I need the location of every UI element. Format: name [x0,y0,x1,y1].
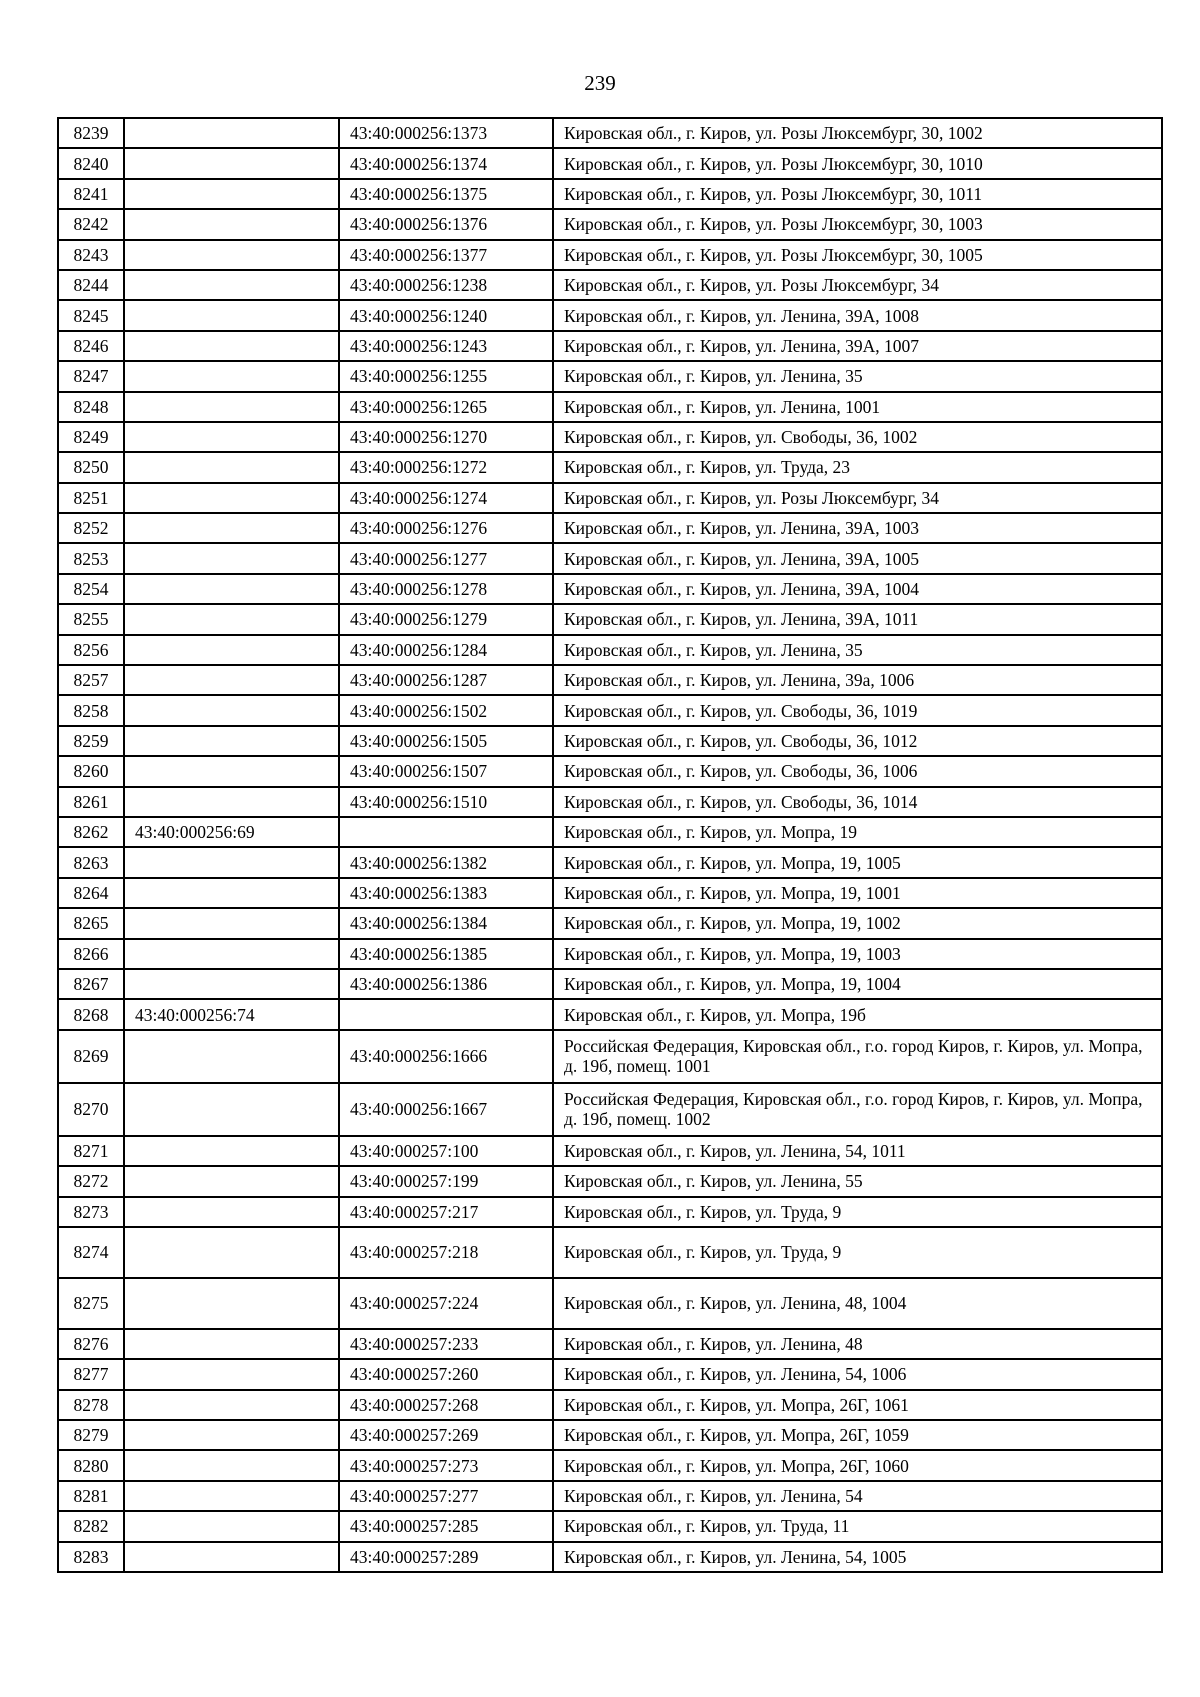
row-number-cell: 8279 [58,1420,124,1450]
land-cadastral-number-cell [124,969,339,999]
table-row [58,1197,1162,1227]
land-cadastral-number-cell [124,1030,339,1083]
row-number-cell: 8266 [58,939,124,969]
row-number-cell: 8251 [58,483,124,513]
row-number-cell: 8239 [58,118,124,148]
object-cadastral-number-cell: 43:40:000257:100 [339,1136,553,1166]
land-cadastral-number-cell [124,756,339,786]
object-cadastral-number-cell: 43:40:000257:289 [339,1542,553,1572]
land-cadastral-number-cell [124,209,339,239]
address-cell: Кировская обл., г. Киров, ул. Мопра, 19, 1001 [553,878,1162,908]
row-number-cell: 8268 [58,999,124,1029]
object-cadastral-number-cell: 43:40:000257:273 [339,1450,553,1480]
row-number-cell: 8276 [58,1329,124,1359]
object-cadastral-number-cell: 43:40:000256:1382 [339,847,553,877]
land-cadastral-number-cell [124,939,339,969]
object-cadastral-number-cell: 43:40:000256:1374 [339,148,553,178]
land-cadastral-number-cell [124,1481,339,1511]
table-row [58,878,1162,908]
object-cadastral-number-cell: 43:40:000256:1666 [339,1030,553,1083]
land-cadastral-number-cell [124,635,339,665]
row-number-cell: 8249 [58,422,124,452]
address-cell: Кировская обл., г. Киров, ул. Розы Люксембург, 30, 1010 [553,148,1162,178]
row-number-cell: 8271 [58,1136,124,1166]
land-cadastral-number-cell [124,1083,339,1136]
row-number-cell: 8281 [58,1481,124,1511]
address-cell: Кировская обл., г. Киров, ул. Труда, 9 [553,1197,1162,1227]
address-cell: Кировская обл., г. Киров, ул. Розы Люксембург, 30, 1003 [553,209,1162,239]
row-number-cell: 8269 [58,1030,124,1083]
table-row [58,635,1162,665]
land-cadastral-number-cell [124,361,339,391]
address-cell: Кировская обл., г. Киров, ул. Розы Люксембург, 34 [553,270,1162,300]
object-cadastral-number-cell: 43:40:000256:1238 [339,270,553,300]
land-cadastral-number-cell: 43:40:000256:69 [124,817,339,847]
registry-table-body [58,118,1162,1572]
land-cadastral-number-cell [124,1542,339,1572]
address-cell: Кировская обл., г. Киров, ул. Розы Люксембург, 30, 1011 [553,179,1162,209]
land-cadastral-number-cell [124,331,339,361]
land-cadastral-number-cell [124,483,339,513]
table-row [58,513,1162,543]
object-cadastral-number-cell: 43:40:000256:1279 [339,604,553,634]
land-cadastral-number-cell [124,1136,339,1166]
row-number-cell: 8260 [58,756,124,786]
row-number-cell: 8255 [58,604,124,634]
row-number-cell: 8244 [58,270,124,300]
row-number-cell: 8283 [58,1542,124,1572]
land-cadastral-number-cell [124,240,339,270]
object-cadastral-number-cell: 43:40:000256:1375 [339,179,553,209]
address-cell: Кировская обл., г. Киров, ул. Мопра, 19, 1005 [553,847,1162,877]
address-cell: Кировская обл., г. Киров, ул. Ленина, 39а, 1006 [553,665,1162,695]
land-cadastral-number-cell [124,1450,339,1480]
address-cell: Кировская обл., г. Киров, ул. Ленина, 55 [553,1166,1162,1196]
table-row [58,1511,1162,1541]
address-cell: Кировская обл., г. Киров, ул. Свободы, 36, 1014 [553,787,1162,817]
table-row [58,574,1162,604]
row-number-cell: 8263 [58,847,124,877]
address-cell: Кировская обл., г. Киров, ул. Свободы, 36, 1006 [553,756,1162,786]
table-row [58,179,1162,209]
address-cell: Кировская обл., г. Киров, ул. Ленина, 54, 1011 [553,1136,1162,1166]
address-cell: Кировская обл., г. Киров, ул. Свободы, 36, 1012 [553,726,1162,756]
land-cadastral-number-cell [124,422,339,452]
address-cell: Кировская обл., г. Киров, ул. Труда, 23 [553,452,1162,482]
object-cadastral-number-cell: 43:40:000256:1270 [339,422,553,452]
land-cadastral-number-cell [124,1197,339,1227]
row-number-cell: 8280 [58,1450,124,1480]
land-cadastral-number-cell [124,1329,339,1359]
table-row [58,148,1162,178]
object-cadastral-number-cell: 43:40:000257:285 [339,1511,553,1541]
object-cadastral-number-cell: 43:40:000257:277 [339,1481,553,1511]
land-cadastral-number-cell [124,300,339,330]
row-number-cell: 8258 [58,695,124,725]
object-cadastral-number-cell: 43:40:000256:1240 [339,300,553,330]
address-cell: Кировская обл., г. Киров, ул. Труда, 9 [553,1227,1162,1278]
row-number-cell: 8248 [58,392,124,422]
land-cadastral-number-cell [124,787,339,817]
address-cell: Кировская обл., г. Киров, ул. Мопра, 19, 1003 [553,939,1162,969]
object-cadastral-number-cell: 43:40:000256:1376 [339,209,553,239]
address-cell: Российская Федерация, Кировская обл., г.о. город Киров, г. Киров, ул. Мопра, д. 19б, помещ. 1001 [553,1030,1162,1083]
row-number-cell: 8240 [58,148,124,178]
table-row [58,1329,1162,1359]
table-row [58,1481,1162,1511]
land-cadastral-number-cell [124,1390,339,1420]
object-cadastral-number-cell: 43:40:000256:1277 [339,543,553,573]
table-row [58,1359,1162,1389]
address-cell: Кировская обл., г. Киров, ул. Мопра, 26Г, 1061 [553,1390,1162,1420]
land-cadastral-number-cell [124,118,339,148]
address-cell: Кировская обл., г. Киров, ул. Ленина, 1001 [553,392,1162,422]
table-row [58,331,1162,361]
land-cadastral-number-cell: 43:40:000256:74 [124,999,339,1029]
object-cadastral-number-cell: 43:40:000256:1255 [339,361,553,391]
object-cadastral-number-cell: 43:40:000257:260 [339,1359,553,1389]
table-row [58,665,1162,695]
table-row [58,452,1162,482]
object-cadastral-number-cell: 43:40:000256:1278 [339,574,553,604]
object-cadastral-number-cell: 43:40:000257:268 [339,1390,553,1420]
land-cadastral-number-cell [124,1420,339,1450]
address-cell: Кировская обл., г. Киров, ул. Свободы, 36, 1002 [553,422,1162,452]
object-cadastral-number-cell: 43:40:000256:1384 [339,908,553,938]
object-cadastral-number-cell: 43:40:000256:1373 [339,118,553,148]
table-row [58,392,1162,422]
object-cadastral-number-cell: 43:40:000256:1385 [339,939,553,969]
object-cadastral-number-cell: 43:40:000256:1505 [339,726,553,756]
table-row [58,1390,1162,1420]
land-cadastral-number-cell [124,179,339,209]
row-number-cell: 8262 [58,817,124,847]
object-cadastral-number-cell: 43:40:000257:224 [339,1278,553,1329]
table-row [58,908,1162,938]
row-number-cell: 8252 [58,513,124,543]
table-row [58,604,1162,634]
table-row [58,1083,1162,1136]
table-row [58,756,1162,786]
table-row [58,1278,1162,1329]
object-cadastral-number-cell: 43:40:000256:1383 [339,878,553,908]
object-cadastral-number-cell: 43:40:000257:269 [339,1420,553,1450]
row-number-cell: 8275 [58,1278,124,1329]
row-number-cell: 8273 [58,1197,124,1227]
table-row [58,1227,1162,1278]
land-cadastral-number-cell [124,148,339,178]
object-cadastral-number-cell: 43:40:000256:1276 [339,513,553,543]
object-cadastral-number-cell [339,999,553,1029]
row-number-cell: 8256 [58,635,124,665]
object-cadastral-number-cell: 43:40:000257:217 [339,1197,553,1227]
row-number-cell: 8270 [58,1083,124,1136]
row-number-cell: 8246 [58,331,124,361]
address-cell: Кировская обл., г. Киров, ул. Свободы, 36, 1019 [553,695,1162,725]
row-number-cell: 8241 [58,179,124,209]
table-row [58,240,1162,270]
land-cadastral-number-cell [124,878,339,908]
row-number-cell: 8261 [58,787,124,817]
address-cell: Кировская обл., г. Киров, ул. Ленина, 35 [553,635,1162,665]
table-row [58,695,1162,725]
table-row [58,422,1162,452]
row-number-cell: 8242 [58,209,124,239]
table-row [58,1420,1162,1450]
object-cadastral-number-cell: 43:40:000256:1386 [339,969,553,999]
registry-table [57,117,1163,1573]
address-cell: Кировская обл., г. Киров, ул. Труда, 11 [553,1511,1162,1541]
object-cadastral-number-cell: 43:40:000257:233 [339,1329,553,1359]
table-row [58,543,1162,573]
object-cadastral-number-cell: 43:40:000257:218 [339,1227,553,1278]
land-cadastral-number-cell [124,1227,339,1278]
object-cadastral-number-cell: 43:40:000256:1272 [339,452,553,482]
table-row [58,847,1162,877]
row-number-cell: 8245 [58,300,124,330]
object-cadastral-number-cell: 43:40:000256:1265 [339,392,553,422]
land-cadastral-number-cell [124,392,339,422]
object-cadastral-number-cell: 43:40:000256:1667 [339,1083,553,1136]
address-cell: Кировская обл., г. Киров, ул. Ленина, 54, 1006 [553,1359,1162,1389]
row-number-cell: 8274 [58,1227,124,1278]
row-number-cell: 8277 [58,1359,124,1389]
table-row [58,1030,1162,1083]
row-number-cell: 8278 [58,1390,124,1420]
address-cell: Кировская обл., г. Киров, ул. Ленина, 35 [553,361,1162,391]
row-number-cell: 8282 [58,1511,124,1541]
address-cell: Российская Федерация, Кировская обл., г.о. город Киров, г. Киров, ул. Мопра, д. 19б, помещ. 1002 [553,1083,1162,1136]
object-cadastral-number-cell: 43:40:000256:1284 [339,635,553,665]
table-row [58,209,1162,239]
address-cell: Кировская обл., г. Киров, ул. Ленина, 39А, 1004 [553,574,1162,604]
page-number: 239 [584,71,616,95]
land-cadastral-number-cell [124,726,339,756]
address-cell: Кировская обл., г. Киров, ул. Ленина, 39А, 1011 [553,604,1162,634]
address-cell: Кировская обл., г. Киров, ул. Ленина, 39А, 1003 [553,513,1162,543]
land-cadastral-number-cell [124,270,339,300]
table-row [58,1136,1162,1166]
table-row [58,483,1162,513]
address-cell: Кировская обл., г. Киров, ул. Ленина, 39А, 1007 [553,331,1162,361]
address-cell: Кировская обл., г. Киров, ул. Розы Люксембург, 30, 1002 [553,118,1162,148]
row-number-cell: 8265 [58,908,124,938]
land-cadastral-number-cell [124,513,339,543]
address-cell: Кировская обл., г. Киров, ул. Ленина, 54, 1005 [553,1542,1162,1572]
table-row [58,300,1162,330]
address-cell: Кировская обл., г. Киров, ул. Мопра, 19б [553,999,1162,1029]
object-cadastral-number-cell: 43:40:000256:1377 [339,240,553,270]
row-number-cell: 8264 [58,878,124,908]
row-number-cell: 8243 [58,240,124,270]
object-cadastral-number-cell: 43:40:000256:1274 [339,483,553,513]
address-cell: Кировская обл., г. Киров, ул. Мопра, 26Г, 1060 [553,1450,1162,1480]
address-cell: Кировская обл., г. Киров, ул. Ленина, 39А, 1005 [553,543,1162,573]
row-number-cell: 8254 [58,574,124,604]
object-cadastral-number-cell [339,817,553,847]
address-cell: Кировская обл., г. Киров, ул. Ленина, 48, 1004 [553,1278,1162,1329]
table-row [58,787,1162,817]
land-cadastral-number-cell [124,908,339,938]
address-cell: Кировская обл., г. Киров, ул. Мопра, 26Г, 1059 [553,1420,1162,1450]
table-row [58,939,1162,969]
object-cadastral-number-cell: 43:40:000257:199 [339,1166,553,1196]
land-cadastral-number-cell [124,574,339,604]
land-cadastral-number-cell [124,1511,339,1541]
object-cadastral-number-cell: 43:40:000256:1287 [339,665,553,695]
row-number-cell: 8250 [58,452,124,482]
table-row [58,118,1162,148]
address-cell: Кировская обл., г. Киров, ул. Розы Люксембург, 34 [553,483,1162,513]
land-cadastral-number-cell [124,543,339,573]
object-cadastral-number-cell: 43:40:000256:1243 [339,331,553,361]
table-row [58,999,1162,1029]
address-cell: Кировская обл., г. Киров, ул. Розы Люксембург, 30, 1005 [553,240,1162,270]
row-number-cell: 8259 [58,726,124,756]
row-number-cell: 8257 [58,665,124,695]
table-row [58,726,1162,756]
row-number-cell: 8267 [58,969,124,999]
table-row [58,969,1162,999]
address-cell: Кировская обл., г. Киров, ул. Мопра, 19, 1004 [553,969,1162,999]
object-cadastral-number-cell: 43:40:000256:1510 [339,787,553,817]
table-row [58,361,1162,391]
address-cell: Кировская обл., г. Киров, ул. Мопра, 19, 1002 [553,908,1162,938]
land-cadastral-number-cell [124,665,339,695]
land-cadastral-number-cell [124,452,339,482]
land-cadastral-number-cell [124,847,339,877]
address-cell: Кировская обл., г. Киров, ул. Ленина, 39А, 1008 [553,300,1162,330]
table-row [58,1542,1162,1572]
object-cadastral-number-cell: 43:40:000256:1502 [339,695,553,725]
land-cadastral-number-cell [124,1166,339,1196]
table-row [58,817,1162,847]
row-number-cell: 8247 [58,361,124,391]
land-cadastral-number-cell [124,1359,339,1389]
address-cell: Кировская обл., г. Киров, ул. Мопра, 19 [553,817,1162,847]
land-cadastral-number-cell [124,695,339,725]
object-cadastral-number-cell: 43:40:000256:1507 [339,756,553,786]
table-row [58,270,1162,300]
row-number-cell: 8253 [58,543,124,573]
table-row [58,1450,1162,1480]
land-cadastral-number-cell [124,604,339,634]
row-number-cell: 8272 [58,1166,124,1196]
address-cell: Кировская обл., г. Киров, ул. Ленина, 48 [553,1329,1162,1359]
address-cell: Кировская обл., г. Киров, ул. Ленина, 54 [553,1481,1162,1511]
table-row [58,1166,1162,1196]
land-cadastral-number-cell [124,1278,339,1329]
